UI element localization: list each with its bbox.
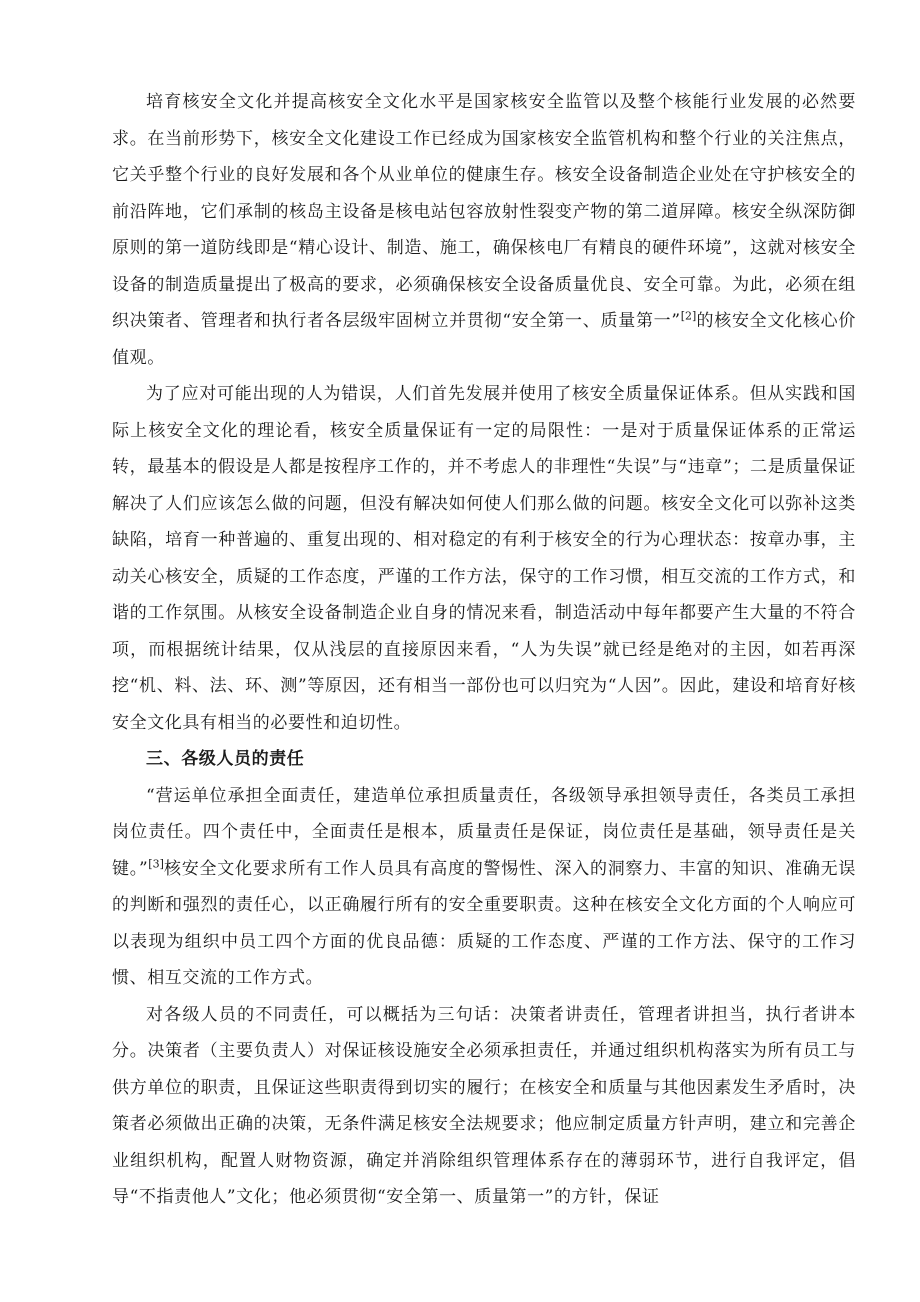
body-paragraph	[112, 84, 856, 376]
paragraph-text: 培育核安全文化并提高核安全文化水平是国家核安全监管以及整个核能行业发展的必然要求。在当前形势下，核安全文化建设工作已经成为国家核安全监管机构和整个行业的关注焦点，它关乎整个行业的良好发展和各个从业单位的健康生存。核安全设备制造企业处在守护核安全的前沿阵地，它们承制的核岛主设备是核电站包容放射性裂变产物的第二道屏障。核安全纵深防御原则的第一道防线即是“精心设计、制造、施工，确保核电厂有精良的硬件环境”，这就对核安全设备的制造质量提出了极高的要求，必须确保核安全设备质量优良、安全可靠。为此，必须在组织决策者、管理者和执行者各层级牢固树立并贯彻“安全第一、质量第一”	[112, 92, 856, 331]
body-paragraph: 对各级人员的不同责任，可以概括为三句话：决策者讲责任，管理者讲担当，执行者讲本分。决策者（主要负责人）对保证核设施安全必须承担责任，并通过组织机构落实为所有员工与供方单位的职责，且保证这些职责得到切实的履行；在核安全和质量与其他因素发生矛盾时，决策者必须做出正确的决策，无条件满足核安全法规要求；他应制定质量方针声明，建立和完善企业组织机构，配置人财物资源，确定并消除组织管理体系存在的薄弱环节，进行自我评定，倡导“不指责他人”文化；他必须贯彻“安全第一、质量第一”的方针，保证	[112, 1004, 856, 1207]
paragraph-text: “营运单位承担全面责任，建造单位承担质量责任，各级领导承担领导责任，各类员工承担岗位责任。四个责任中，全面责任是根本，质量责任是保证，岗位责任是基础，领导责任是关键。”	[112, 785, 856, 879]
document-page	[112, 84, 856, 1216]
paragraph-text: 的核安全文化核心价值观。	[112, 311, 856, 368]
section-heading: 三、各级人员的责任	[146, 749, 305, 769]
citation-reference: [2]	[680, 309, 697, 323]
body-paragraph	[112, 778, 856, 997]
paragraph-text: 核安全文化要求所有工作人员具有高度的警惕性、深入的洞察力、丰富的知识、准确无误的判断和强烈的责任心，以正确履行所有的安全重要职责。这种在核安全文化方面的个人响应可以表现为组织中员工四个方面的优良品德：质疑的工作态度、严谨的工作方法、保守的工作习惯、相互交流的工作方式。	[112, 858, 856, 988]
citation-reference: [3]	[148, 856, 164, 870]
body-paragraph: 为了应对可能出现的人为错误，人们首先发展并使用了核安全质量保证体系。但从实践和国际上核安全文化的理论看，核安全质量保证有一定的局限性：一是对于质量保证体系的正常运转，最基本的假设是人都是按程序工作的，并不考虑人的非理性“失误”与“违章”；二是质量保证解决了人们应该怎么做的问题，但没有解决如何使人们那么做的问题。核安全文化可以弥补这类缺陷，培育一种普遍的、重复出现的、相对稳定的有利于核安全的行为心理状态：按章办事，主动关心核安全，质疑的工作态度，严谨的工作方法，保守的工作习惯，相互交流的工作方式，和谐的工作氛围。从核安全设备制造企业自身的情况来看，制造活动中每年都要产生大量的不符合项，而根据统计结果，仅从浅层的直接原因来看，“人为失误”就已经是绝对的主因，如若再深挖“机、料、法、环、测”等原因，还有相当一部份也可以归究为“人因”。因此，建设和培育好核安全文化具有相当的必要性和迫切性。	[112, 384, 856, 733]
